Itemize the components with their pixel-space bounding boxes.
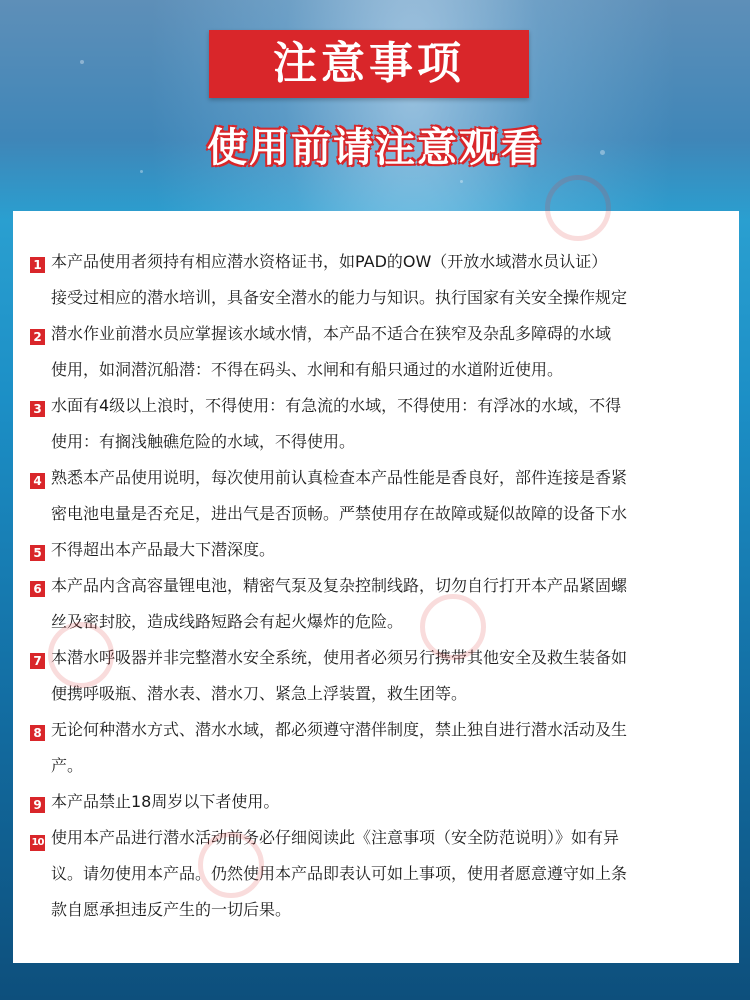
notice-item [30, 388, 730, 460]
item-number-badge: 3 [30, 401, 45, 417]
item-number-badge: 9 [30, 797, 45, 813]
notice-item-line [30, 280, 730, 316]
notice-item [30, 532, 730, 568]
notice-item-text: 本产品禁止18周岁以下者使用。 [51, 792, 280, 811]
notice-item-line [30, 748, 730, 784]
notice-item-text: 不得超出本产品最大下潜深度。 [51, 540, 276, 559]
notice-item-text: 便携呼吸瓶、潜水表、潜水刀、紧急上浮装置，救生团等。 [51, 684, 468, 703]
notice-item-line [30, 424, 730, 460]
notice-item-text: 丝及密封胶，造成线路短路会有起火爆炸的危险。 [51, 612, 404, 631]
notice-item-text: 密电池电量是否充足，进出气是否顶畅。严禁使用存在故障或疑似故障的设备下水 [51, 504, 628, 523]
notice-item-text: 使用本产品进行潜水活动前务必仔细阅读此《注意事项（安全防范说明）》如有异 [51, 828, 620, 847]
watermark-icon [420, 594, 486, 660]
notice-item [30, 316, 730, 388]
notice-item [30, 820, 730, 928]
notice-item-line [30, 460, 730, 496]
item-number-badge: 6 [30, 581, 45, 597]
notice-item [30, 244, 730, 316]
notice-item-text: 本产品使用者须持有相应潜水资格证书，如PAD的OW（开放水域潜水员认证） [51, 252, 608, 271]
bubble [460, 180, 463, 183]
notice-item-text: 款自愿承担违反产生的一切后果。 [51, 900, 292, 919]
notice-item-text: 熟悉本产品使用说明，每次使用前认真检查本产品性能是香良好，部件连接是香紧 [51, 468, 628, 487]
notice-item-text: 接受过相应的潜水培训，具备安全潜水的能力与知识。执行国家有关安全操作规定 [51, 288, 628, 307]
notice-item-line [30, 784, 730, 820]
item-number-badge: 10 [30, 835, 45, 851]
notice-item-text: 产。 [51, 756, 84, 775]
notice-item-line [30, 352, 730, 388]
notice-panel [13, 211, 739, 963]
item-number-badge: 4 [30, 473, 45, 489]
notice-item-line [30, 712, 730, 748]
notice-item-line [30, 820, 730, 856]
notice-item [30, 712, 730, 784]
notice-item-line [30, 316, 730, 352]
notice-item-text: 使用：有搁浅触礁危险的水域，不得使用。 [51, 432, 356, 451]
item-number-badge: 1 [30, 257, 45, 273]
notice-item [30, 640, 730, 712]
watermark-icon [198, 832, 264, 898]
notice-item-line [30, 892, 730, 928]
page-subtitle: 使用前请注意观看 [207, 125, 543, 171]
item-number-badge: 8 [30, 725, 45, 741]
notice-item-text: 潜水作业前潜水员应掌握该水域水情，本产品不适合在狭窄及杂乱多障碍的水域 [51, 324, 612, 343]
watermark-icon [545, 175, 611, 241]
notice-item [30, 784, 730, 820]
notice-item-line [30, 244, 730, 280]
item-number-badge: 2 [30, 329, 45, 345]
notice-item-text: 议。请勿使用本产品。仍然使用本产品即表认可如上事项，使用者愿意遵守如上条 [51, 864, 628, 883]
notice-item-text: 水面有4级以上浪时，不得使用：有急流的水域，不得使用：有浮冰的水域，不得 [51, 396, 622, 415]
notice-item-line [30, 640, 730, 676]
notice-item-line [30, 568, 730, 604]
notice-item-line [30, 532, 730, 568]
watermark-icon [48, 622, 114, 688]
page-title: 注意事项 [273, 38, 465, 89]
notice-item-line [30, 496, 730, 532]
notice-item-text: 使用，如洞潜沉船潜：不得在码头、水闸和有船只通过的水道附近使用。 [51, 360, 564, 379]
notice-item-line [30, 856, 730, 892]
item-number-badge: 5 [30, 545, 45, 561]
title-banner [209, 30, 529, 98]
notice-item [30, 568, 730, 640]
bubble [80, 60, 84, 64]
notice-item-line [30, 604, 730, 640]
notice-item-text: 本潜水呼吸器并非完整潜水安全系统，使用者必须另行携带其他安全及救生装备如 [51, 648, 628, 667]
notice-item-text: 本产品内含高容量锂电池，精密气泵及复杂控制线路，切勿自行打开本产品紧固螺 [51, 576, 628, 595]
notice-item-line [30, 388, 730, 424]
notice-item-line [30, 676, 730, 712]
item-number-badge: 7 [30, 653, 45, 669]
notice-item-text: 无论何种潜水方式、潜水水域，都必须遵守潜伴制度，禁止独自进行潜水活动及生 [51, 720, 628, 739]
notice-item [30, 460, 730, 532]
